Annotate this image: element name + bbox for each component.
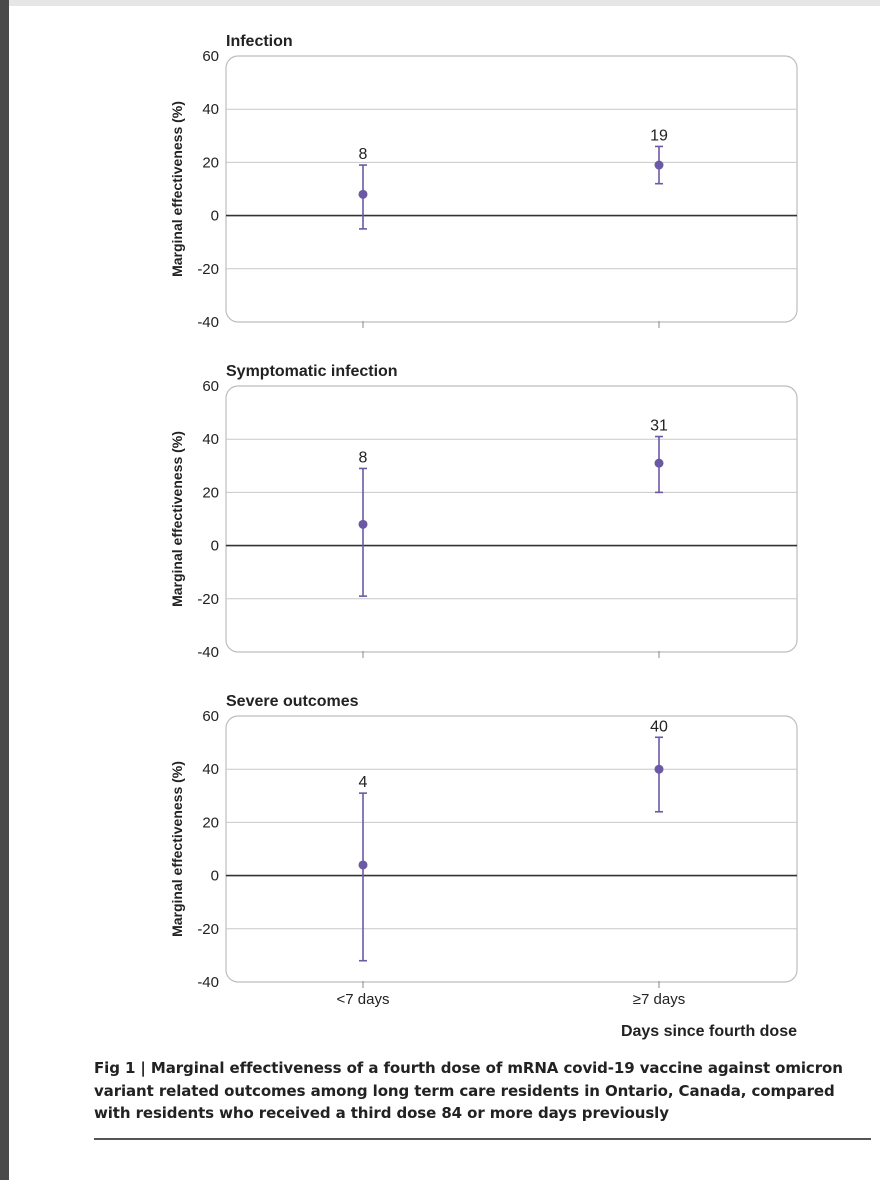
panel-1-data-label: 19	[650, 127, 668, 145]
panel-1-data-label: 8	[358, 146, 368, 164]
panel-2-point	[655, 459, 664, 468]
figure-caption: Fig 1 | Marginal effectiveness of a fourth dose of mRNA covid-19 vaccine against omicron variant related outcomes among long term care residents in Ontario, Canada, compared with residents who received a third dose 84 or more days previously	[94, 1059, 843, 1122]
panel-2-ytick-label: 40	[202, 431, 219, 449]
panel-2-frame	[226, 386, 797, 652]
panel-2-ylabel: Marginal effectiveness (%)	[169, 431, 185, 607]
panel-2-ytick-label: -40	[197, 644, 219, 661]
panel-1-ylabel: Marginal effectiveness (%)	[169, 101, 185, 277]
panel-1-ytick-label: 60	[202, 48, 219, 65]
panel-1-ytick-label: 40	[202, 101, 219, 119]
caption-divider	[94, 1138, 871, 1140]
panel-2-data-label: 8	[358, 449, 368, 467]
panel-1-title: Infection	[226, 33, 293, 50]
panel-3-ytick-label: 60	[202, 708, 219, 725]
panel-3-ylabel: Marginal effectiveness (%)	[169, 761, 185, 937]
panel-2-point	[359, 520, 368, 529]
xaxis-label: Days since fourth dose	[620, 1023, 797, 1040]
panel-3-frame	[226, 716, 797, 982]
panel-3-ytick-label: 20	[202, 814, 219, 832]
panel-2-ytick-label: -20	[197, 590, 219, 608]
panel-3-point	[359, 860, 368, 869]
panel-1-ytick-label: 0	[210, 207, 219, 225]
panel-3-point	[655, 765, 664, 774]
panel-1-frame	[226, 56, 797, 322]
panel-3-ytick-label: 40	[202, 761, 219, 779]
panel-3-ytick-label: 0	[210, 867, 219, 885]
panel-3-data-label: 40	[650, 718, 668, 736]
panel-2-ytick-label: 20	[202, 484, 219, 502]
panel-2-ytick-label: 0	[210, 537, 219, 555]
xaxis-tick-label: <7 days	[336, 991, 390, 1008]
panel-2-title: Symptomatic infection	[226, 363, 398, 380]
panel-1-point	[359, 190, 368, 199]
panel-1-ytick-label: 20	[202, 154, 219, 172]
panel-3-title: Severe outcomes	[226, 693, 359, 710]
panel-3-ytick-label: -20	[197, 920, 219, 938]
panel-2-data-label: 31	[650, 417, 668, 435]
xaxis-tick-label: ≥7 days	[632, 991, 686, 1008]
panel-1-ytick-label: -40	[197, 314, 219, 331]
panel-1-point	[655, 161, 664, 170]
panel-1-ytick-label: -20	[197, 260, 219, 278]
panel-3-data-label: 4	[358, 774, 368, 792]
panel-2-ytick-label: 60	[202, 378, 219, 395]
panel-3-ytick-label: -40	[197, 974, 219, 991]
